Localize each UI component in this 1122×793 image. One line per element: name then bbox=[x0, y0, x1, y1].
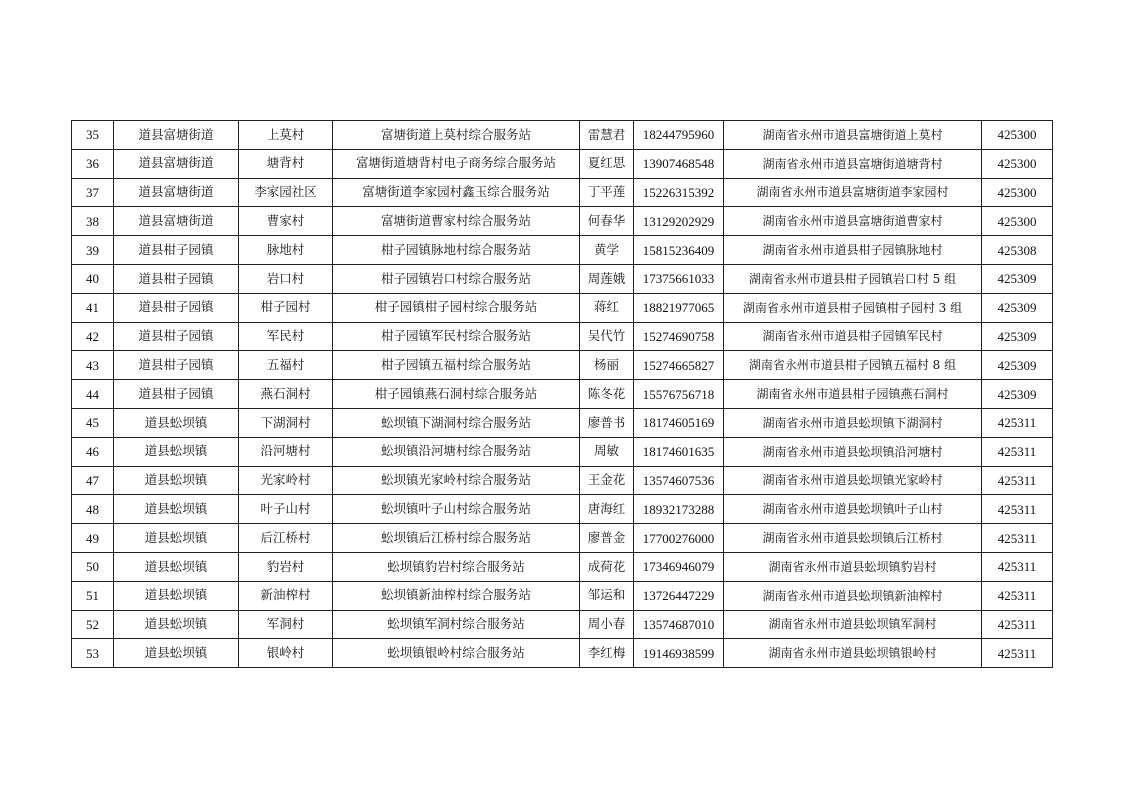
station-name-cell: 柑子园镇柑子园村综合服务站 bbox=[333, 293, 580, 322]
station-name-cell: 柑子园镇军民村综合服务站 bbox=[333, 322, 580, 351]
address-cell: 湖南省永州市道县柑子园镇军民村 bbox=[724, 322, 982, 351]
table-row bbox=[72, 322, 1053, 351]
table-row bbox=[72, 351, 1053, 380]
town-cell: 道县蚣坝镇 bbox=[114, 495, 239, 524]
address-cell: 湖南省永州市道县柑子园镇脉地村 bbox=[724, 236, 982, 265]
row-number-cell: 48 bbox=[72, 495, 114, 524]
service-station-table bbox=[71, 120, 1053, 668]
town-cell: 道县富塘街道 bbox=[114, 121, 239, 150]
phone-cell: 15576756718 bbox=[634, 380, 724, 409]
address-cell: 湖南省永州市道县柑子园镇燕石洞村 bbox=[724, 380, 982, 409]
phone-cell: 13129202929 bbox=[634, 207, 724, 236]
row-number-cell: 40 bbox=[72, 264, 114, 293]
town-cell: 道县蚣坝镇 bbox=[114, 610, 239, 639]
row-number-cell: 47 bbox=[72, 466, 114, 495]
station-name-cell: 富塘街道曹家村综合服务站 bbox=[333, 207, 580, 236]
table-row bbox=[72, 524, 1053, 553]
station-name-cell: 富塘街道李家园村鑫玉综合服务站 bbox=[333, 178, 580, 207]
postcode-cell: 425311 bbox=[982, 639, 1053, 668]
postcode-cell: 425311 bbox=[982, 524, 1053, 553]
phone-cell: 13574687010 bbox=[634, 610, 724, 639]
postcode-cell: 425309 bbox=[982, 380, 1053, 409]
row-number-cell: 45 bbox=[72, 408, 114, 437]
contact-name-cell: 成荷花 bbox=[580, 552, 634, 581]
row-number-cell: 38 bbox=[72, 207, 114, 236]
station-name-cell: 蚣坝镇叶子山村综合服务站 bbox=[333, 495, 580, 524]
station-name-cell: 蚣坝镇豹岩村综合服务站 bbox=[333, 552, 580, 581]
town-cell: 道县柑子园镇 bbox=[114, 322, 239, 351]
row-number-cell: 44 bbox=[72, 380, 114, 409]
station-name-cell: 蚣坝镇银岭村综合服务站 bbox=[333, 639, 580, 668]
town-cell: 道县蚣坝镇 bbox=[114, 639, 239, 668]
table-row bbox=[72, 408, 1053, 437]
postcode-cell: 425300 bbox=[982, 149, 1053, 178]
table-row bbox=[72, 437, 1053, 466]
row-number-cell: 35 bbox=[72, 121, 114, 150]
postcode-cell: 425311 bbox=[982, 437, 1053, 466]
town-cell: 道县富塘街道 bbox=[114, 149, 239, 178]
station-name-cell: 柑子园镇脉地村综合服务站 bbox=[333, 236, 580, 265]
phone-cell: 13726447229 bbox=[634, 581, 724, 610]
village-cell: 新油榨村 bbox=[239, 581, 333, 610]
town-cell: 道县柑子园镇 bbox=[114, 293, 239, 322]
station-name-cell: 蚣坝镇沿河塘村综合服务站 bbox=[333, 437, 580, 466]
table-row bbox=[72, 581, 1053, 610]
station-name-cell: 柑子园镇五福村综合服务站 bbox=[333, 351, 580, 380]
postcode-cell: 425311 bbox=[982, 495, 1053, 524]
town-cell: 道县蚣坝镇 bbox=[114, 408, 239, 437]
table-row bbox=[72, 466, 1053, 495]
postcode-cell: 425309 bbox=[982, 264, 1053, 293]
phone-cell: 18174601635 bbox=[634, 437, 724, 466]
postcode-cell: 425300 bbox=[982, 178, 1053, 207]
row-number-cell: 46 bbox=[72, 437, 114, 466]
row-number-cell: 37 bbox=[72, 178, 114, 207]
town-cell: 道县柑子园镇 bbox=[114, 264, 239, 293]
table-body bbox=[72, 121, 1053, 668]
village-cell: 豹岩村 bbox=[239, 552, 333, 581]
town-cell: 道县柑子园镇 bbox=[114, 236, 239, 265]
contact-name-cell: 周敏 bbox=[580, 437, 634, 466]
table-row bbox=[72, 380, 1053, 409]
contact-name-cell: 邹运和 bbox=[580, 581, 634, 610]
contact-name-cell: 唐海红 bbox=[580, 495, 634, 524]
station-name-cell: 蚣坝镇光家岭村综合服务站 bbox=[333, 466, 580, 495]
village-cell: 上莫村 bbox=[239, 121, 333, 150]
phone-cell: 18821977065 bbox=[634, 293, 724, 322]
table-row bbox=[72, 610, 1053, 639]
address-cell: 湖南省永州市道县柑子园镇柑子园村 3 组 bbox=[724, 293, 982, 322]
table-row bbox=[72, 293, 1053, 322]
phone-cell: 18174605169 bbox=[634, 408, 724, 437]
row-number-cell: 41 bbox=[72, 293, 114, 322]
row-number-cell: 36 bbox=[72, 149, 114, 178]
address-cell: 湖南省永州市道县蚣坝镇豹岩村 bbox=[724, 552, 982, 581]
postcode-cell: 425300 bbox=[982, 207, 1053, 236]
town-cell: 道县柑子园镇 bbox=[114, 351, 239, 380]
address-cell: 湖南省永州市道县富塘街道上莫村 bbox=[724, 121, 982, 150]
postcode-cell: 425309 bbox=[982, 293, 1053, 322]
village-cell: 下湖洞村 bbox=[239, 408, 333, 437]
village-cell: 柑子园村 bbox=[239, 293, 333, 322]
table-row bbox=[72, 207, 1053, 236]
postcode-cell: 425311 bbox=[982, 552, 1053, 581]
phone-cell: 13907468548 bbox=[634, 149, 724, 178]
phone-cell: 15274690758 bbox=[634, 322, 724, 351]
postcode-cell: 425311 bbox=[982, 610, 1053, 639]
table-row bbox=[72, 121, 1053, 150]
address-cell: 湖南省永州市道县富塘街道塘背村 bbox=[724, 149, 982, 178]
address-cell: 湖南省永州市道县蚣坝镇光家岭村 bbox=[724, 466, 982, 495]
village-cell: 脉地村 bbox=[239, 236, 333, 265]
town-cell: 道县柑子园镇 bbox=[114, 380, 239, 409]
contact-name-cell: 杨丽 bbox=[580, 351, 634, 380]
address-cell: 湖南省永州市道县蚣坝镇后江桥村 bbox=[724, 524, 982, 553]
village-cell: 后江桥村 bbox=[239, 524, 333, 553]
village-cell: 塘背村 bbox=[239, 149, 333, 178]
village-cell: 李家园社区 bbox=[239, 178, 333, 207]
row-number-cell: 49 bbox=[72, 524, 114, 553]
town-cell: 道县富塘街道 bbox=[114, 207, 239, 236]
address-cell: 湖南省永州市道县柑子园镇五福村 8 组 bbox=[724, 351, 982, 380]
contact-name-cell: 廖普书 bbox=[580, 408, 634, 437]
contact-name-cell: 黄学 bbox=[580, 236, 634, 265]
postcode-cell: 425309 bbox=[982, 322, 1053, 351]
village-cell: 叶子山村 bbox=[239, 495, 333, 524]
row-number-cell: 43 bbox=[72, 351, 114, 380]
contact-name-cell: 周莲娥 bbox=[580, 264, 634, 293]
row-number-cell: 51 bbox=[72, 581, 114, 610]
address-cell: 湖南省永州市道县蚣坝镇叶子山村 bbox=[724, 495, 982, 524]
address-cell: 湖南省永州市道县富塘街道李家园村 bbox=[724, 178, 982, 207]
phone-cell: 13574607536 bbox=[634, 466, 724, 495]
postcode-cell: 425311 bbox=[982, 581, 1053, 610]
phone-cell: 19146938599 bbox=[634, 639, 724, 668]
contact-name-cell: 陈冬花 bbox=[580, 380, 634, 409]
postcode-cell: 425300 bbox=[982, 121, 1053, 150]
station-name-cell: 柑子园镇燕石洞村综合服务站 bbox=[333, 380, 580, 409]
station-name-cell: 蚣坝镇后江桥村综合服务站 bbox=[333, 524, 580, 553]
postcode-cell: 425311 bbox=[982, 408, 1053, 437]
village-cell: 军洞村 bbox=[239, 610, 333, 639]
contact-name-cell: 李红梅 bbox=[580, 639, 634, 668]
village-cell: 军民村 bbox=[239, 322, 333, 351]
contact-name-cell: 丁平莲 bbox=[580, 178, 634, 207]
postcode-cell: 425311 bbox=[982, 466, 1053, 495]
postcode-cell: 425309 bbox=[982, 351, 1053, 380]
address-cell: 湖南省永州市道县柑子园镇岩口村 5 组 bbox=[724, 264, 982, 293]
table-row bbox=[72, 639, 1053, 668]
contact-name-cell: 何春华 bbox=[580, 207, 634, 236]
village-cell: 五福村 bbox=[239, 351, 333, 380]
table-row bbox=[72, 149, 1053, 178]
station-name-cell: 富塘街道塘背村电子商务综合服务站 bbox=[333, 149, 580, 178]
contact-name-cell: 王金花 bbox=[580, 466, 634, 495]
phone-cell: 15815236409 bbox=[634, 236, 724, 265]
phone-cell: 18244795960 bbox=[634, 121, 724, 150]
phone-cell: 15274665827 bbox=[634, 351, 724, 380]
table-row bbox=[72, 552, 1053, 581]
phone-cell: 18932173288 bbox=[634, 495, 724, 524]
row-number-cell: 50 bbox=[72, 552, 114, 581]
town-cell: 道县蚣坝镇 bbox=[114, 552, 239, 581]
address-cell: 湖南省永州市道县蚣坝镇沿河塘村 bbox=[724, 437, 982, 466]
town-cell: 道县蚣坝镇 bbox=[114, 466, 239, 495]
table-row bbox=[72, 178, 1053, 207]
row-number-cell: 39 bbox=[72, 236, 114, 265]
phone-cell: 17346946079 bbox=[634, 552, 724, 581]
address-cell: 湖南省永州市道县富塘街道曹家村 bbox=[724, 207, 982, 236]
table-row bbox=[72, 264, 1053, 293]
station-name-cell: 蚣坝镇下湖洞村综合服务站 bbox=[333, 408, 580, 437]
contact-name-cell: 周小春 bbox=[580, 610, 634, 639]
village-cell: 银岭村 bbox=[239, 639, 333, 668]
row-number-cell: 53 bbox=[72, 639, 114, 668]
phone-cell: 15226315392 bbox=[634, 178, 724, 207]
address-cell: 湖南省永州市道县蚣坝镇军洞村 bbox=[724, 610, 982, 639]
address-cell: 湖南省永州市道县蚣坝镇下湖洞村 bbox=[724, 408, 982, 437]
postcode-cell: 425308 bbox=[982, 236, 1053, 265]
contact-name-cell: 蒋红 bbox=[580, 293, 634, 322]
village-cell: 沿河塘村 bbox=[239, 437, 333, 466]
contact-name-cell: 夏红思 bbox=[580, 149, 634, 178]
village-cell: 岩口村 bbox=[239, 264, 333, 293]
town-cell: 道县蚣坝镇 bbox=[114, 581, 239, 610]
table-row bbox=[72, 495, 1053, 524]
phone-cell: 17375661033 bbox=[634, 264, 724, 293]
address-cell: 湖南省永州市道县蚣坝镇新油榨村 bbox=[724, 581, 982, 610]
station-name-cell: 柑子园镇岩口村综合服务站 bbox=[333, 264, 580, 293]
row-number-cell: 42 bbox=[72, 322, 114, 351]
town-cell: 道县蚣坝镇 bbox=[114, 524, 239, 553]
station-name-cell: 富塘街道上莫村综合服务站 bbox=[333, 121, 580, 150]
row-number-cell: 52 bbox=[72, 610, 114, 639]
phone-cell: 17700276000 bbox=[634, 524, 724, 553]
contact-name-cell: 廖普金 bbox=[580, 524, 634, 553]
table-row bbox=[72, 236, 1053, 265]
station-name-cell: 蚣坝镇新油榨村综合服务站 bbox=[333, 581, 580, 610]
village-cell: 曹家村 bbox=[239, 207, 333, 236]
town-cell: 道县蚣坝镇 bbox=[114, 437, 239, 466]
station-name-cell: 蚣坝镇军洞村综合服务站 bbox=[333, 610, 580, 639]
contact-name-cell: 雷慧君 bbox=[580, 121, 634, 150]
address-cell: 湖南省永州市道县蚣坝镇银岭村 bbox=[724, 639, 982, 668]
contact-name-cell: 吴代竹 bbox=[580, 322, 634, 351]
village-cell: 光家岭村 bbox=[239, 466, 333, 495]
town-cell: 道县富塘街道 bbox=[114, 178, 239, 207]
village-cell: 燕石洞村 bbox=[239, 380, 333, 409]
